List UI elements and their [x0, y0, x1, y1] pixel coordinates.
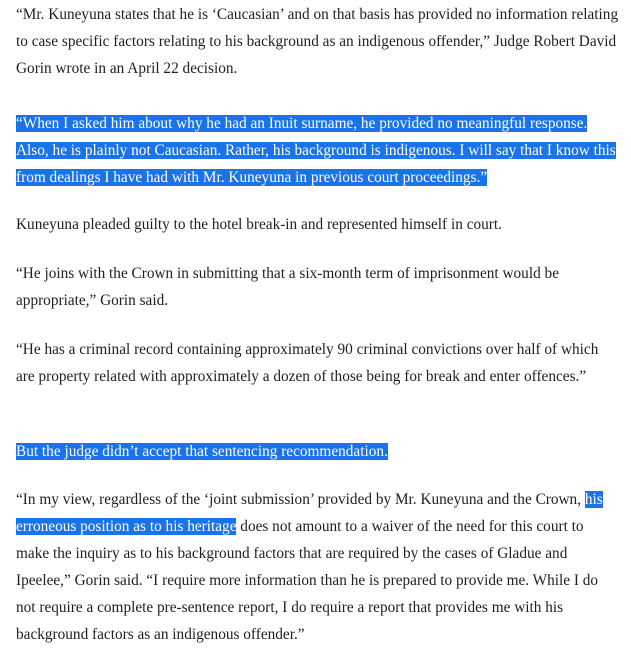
highlighted-quote-inuit-surname[interactable] — [16, 110, 620, 191]
quote-paragraph-caucasian: “Mr. Kuneyuna states that he is ‘Caucasian’ and on that basis has provided no information relating to case specific factors relating to his background as an indigenous offender,” Judge Robert David Gorin wrote in an April 22 decision. — [16, 6, 619, 77]
paragraph-text-start: “In my view, regardless of the ‘joint submission’ provided by Mr. Kuneyuna and the Crown, — [16, 491, 585, 508]
highlighted-paragraph-judge[interactable] — [16, 438, 620, 465]
text-selection-highlight[interactable]: “When I asked him about why he had an Inuit surname, he provided no meaningful response. Also, he is plainly not Caucasian. Rather, his background is indigenous. I will say that I know this from dealings I have had with Mr. Kuneyuna in previous court proceedings.” — [16, 115, 616, 186]
quote-paragraph-criminal-record: “He has a criminal record containing approximately 90 criminal convictions over half of which are property related with approximately a dozen of those being for break and enter offences.” — [16, 341, 599, 385]
paragraph-text-end: does not amount to a waiver of the need for this court to make the inquiry as to his background factors that are required by the cases of Gladue and Ipeelee,” Gorin said. “I require more information than he is prepared to provide me. While I do not require a complete pre-sentence report, I do require a report that provides me with his background factors as an indigenous offender.” — [16, 518, 599, 643]
text-selection-highlight[interactable]: But the judge didn’t accept that sentencing recommendation. — [16, 443, 388, 460]
paragraph-guilty-plea: Kuneyuna pleaded guilty to the hotel break-in and represented himself in court. — [16, 216, 502, 233]
quote-paragraph-crown: “He joins with the Crown in submitting that a six-month term of imprisonment would be appropriate,” Gorin said. — [16, 265, 559, 309]
text-selection-highlight[interactable]: his erroneous position as to his heritage — [16, 491, 603, 535]
quote-paragraph-joint-submission — [16, 486, 620, 648]
